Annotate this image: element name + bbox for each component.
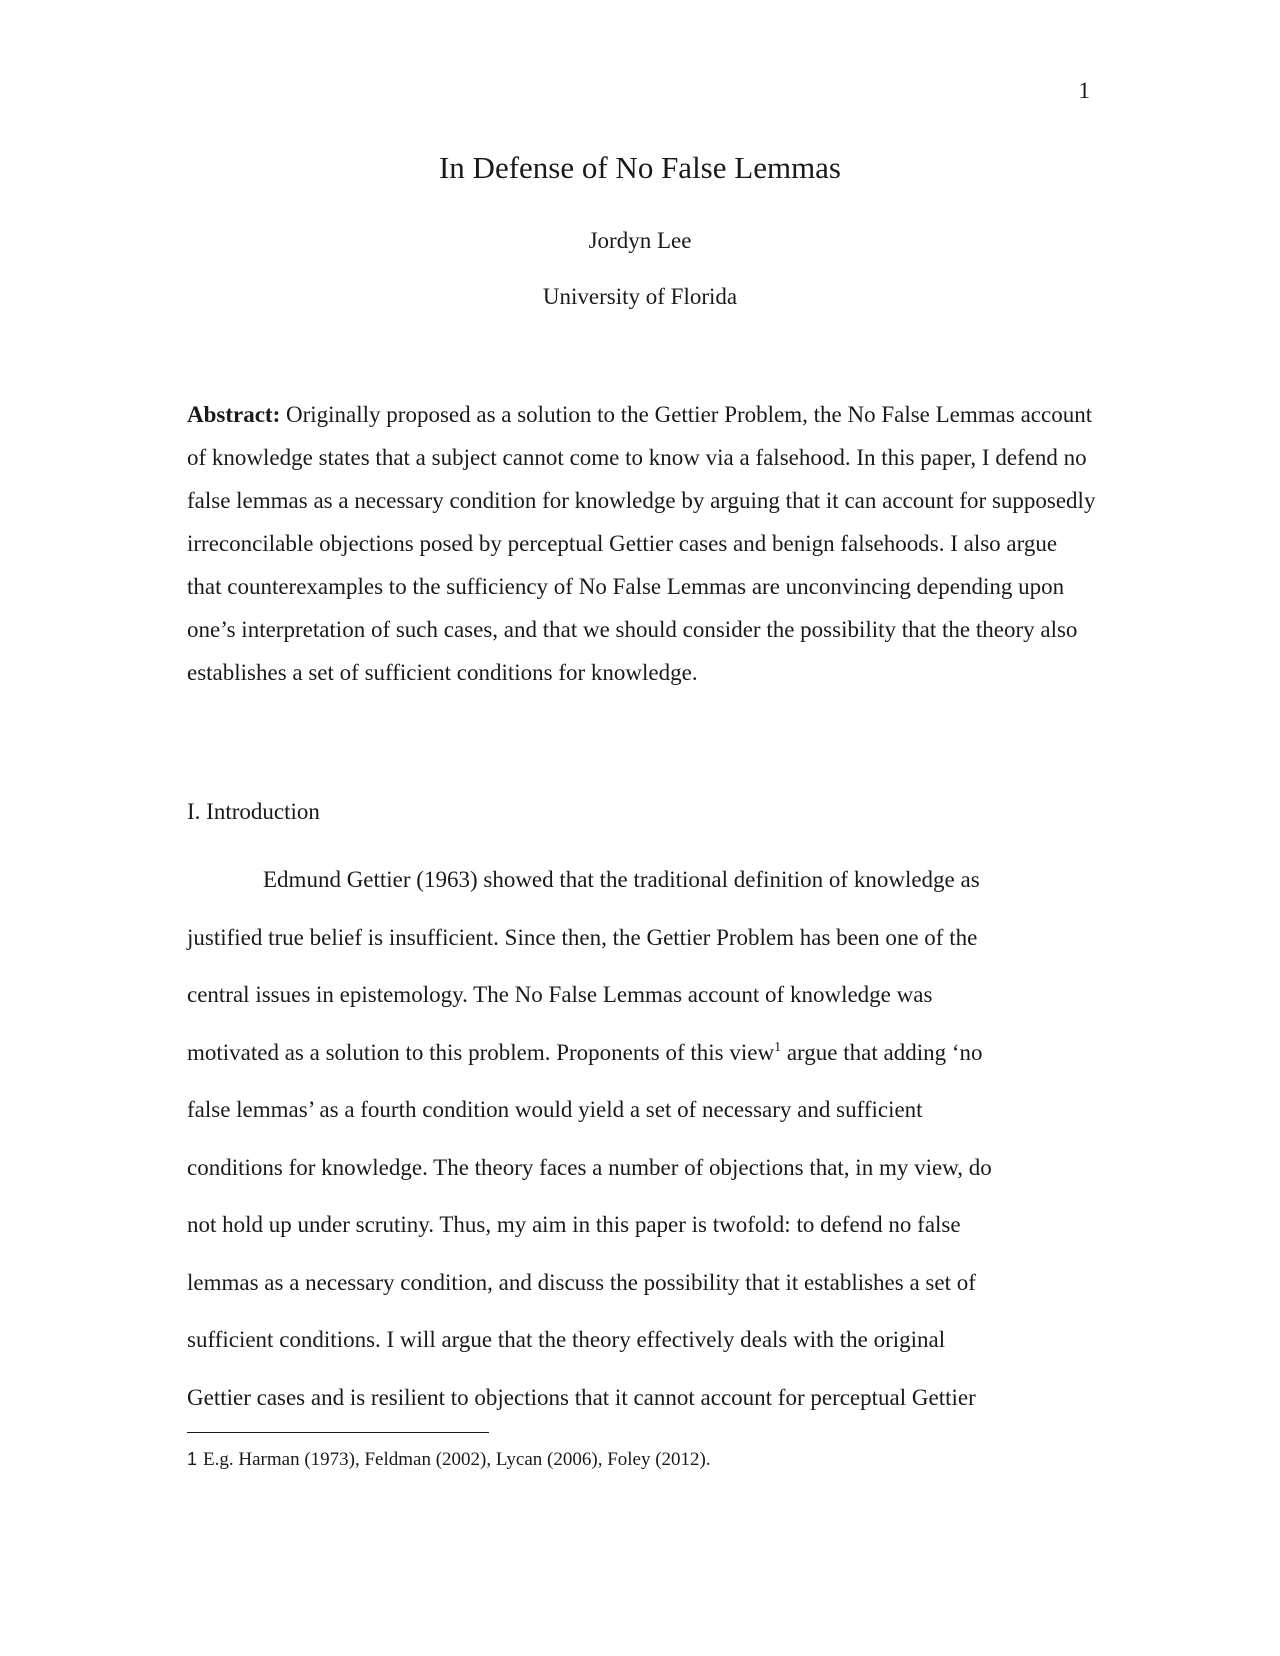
introduction-body	[187, 851, 1097, 1426]
footnote-reference[interactable]: 1	[774, 1039, 782, 1055]
author-name: Jordyn Lee	[588, 228, 692, 253]
footnote-mark: 1	[187, 1449, 198, 1469]
body-line	[187, 1024, 1097, 1082]
section-heading-introduction: I. Introduction	[187, 799, 320, 824]
body-line: lemmas as a necessary condition, and discuss the possibility that it establishes a set of	[187, 1269, 976, 1295]
body-line: conditions for knowledge. The theory faces a number of objections that, in my view, do	[187, 1154, 992, 1180]
footnote-text: E.g. Harman (1973), Feldman (2002), Lycan (2006), Foley (2012).	[203, 1449, 711, 1470]
page-number: 1	[1078, 78, 1090, 103]
body-line	[187, 851, 1097, 909]
paper-title: In Defense of No False Lemmas	[438, 150, 842, 185]
abstract	[187, 393, 1097, 694]
footnote	[187, 1449, 711, 1471]
body-line-text: motivated as a solution to this problem. Proponents of this view	[187, 1039, 775, 1065]
footnote-divider	[187, 1432, 489, 1433]
body-line-text: argue that adding ‘no	[781, 1039, 983, 1065]
body-line: sufficient conditions. I will argue that the theory effectively deals with the original	[187, 1327, 946, 1352]
body-line: central issues in epistemology. The No False Lemmas account of knowledge was	[187, 982, 933, 1007]
body-line: false lemmas’ as a fourth condition would yield a set of necessary and sufficient	[187, 1097, 923, 1122]
body-line-text: Edmund Gettier (1963) showed that the traditional definition of knowledge as	[263, 867, 980, 892]
abstract-label: Abstract:	[187, 402, 281, 427]
body-line: Gettier cases and is resilient to objections that it cannot account for perceptual Gettier	[187, 1384, 976, 1410]
author-affiliation: University of Florida	[542, 284, 738, 309]
body-line: justified true belief is insufficient. Since then, the Gettier Problem has been one of the	[187, 924, 978, 950]
body-line: not hold up under scrutiny. Thus, my aim in this paper is twofold: to defend no false	[187, 1212, 961, 1237]
abstract-text: Originally proposed as a solution to the Gettier Problem, the No False Lemmas account of knowledge states that a subject cannot come to know via a falsehood. In this paper, I defend no false lemmas as a necessary condition for knowledge by arguing that it can account for supposedly irreconcilable objections posed by perceptual Gettier cases and benign falsehoods. I also argue that counterexamples to the sufficiency of No False Lemmas are unconvincing depending upon one’s interpretation of such cases, and that we should consider the possibility that the theory also establishes a set of sufficient conditions for knowledge.	[187, 402, 1096, 685]
